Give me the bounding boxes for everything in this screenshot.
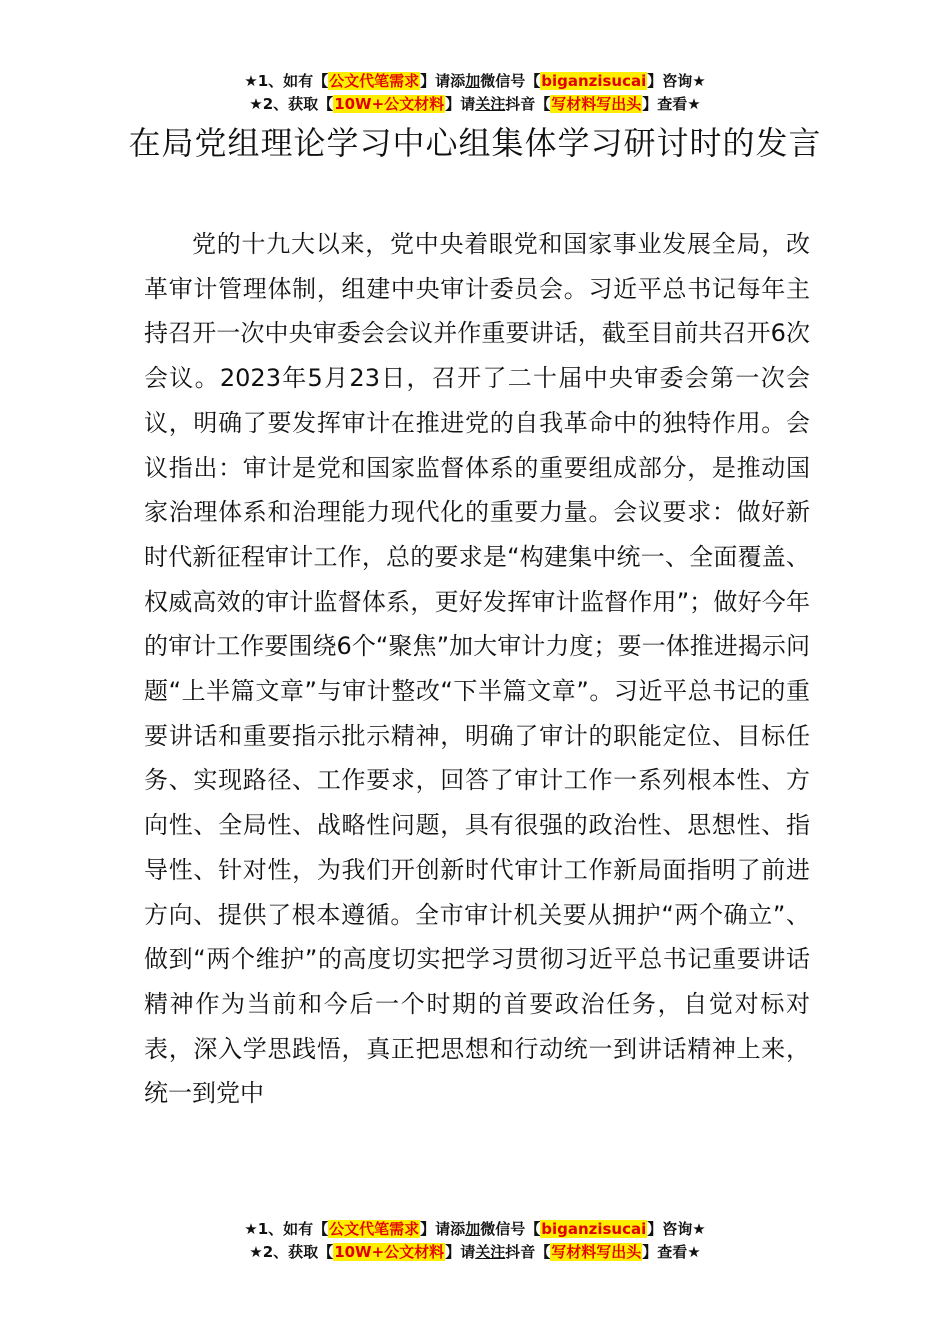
promo-text: 抖音【: [505, 1243, 551, 1261]
promo-text: 】查看★: [642, 1243, 701, 1261]
douyin-account-highlight: 写材料写出头: [551, 1243, 642, 1261]
wechat-id-highlight: biganzisucai: [541, 1220, 647, 1238]
promo-text: 】请添: [420, 72, 466, 90]
document-title: 在局党组理论学习中心组集体学习研讨时的发言: [128, 124, 822, 162]
promo-line-1: [0, 70, 950, 93]
promo-text: 】请: [445, 1243, 476, 1261]
promo-underlined-text: 加: [465, 1220, 481, 1238]
promo-text: 】请添: [420, 1220, 466, 1238]
promo-highlight: 10W+公文材料: [334, 95, 445, 113]
header-promo-banner: [0, 70, 950, 116]
body-paragraph: 党的十九大以来，党中央着眼党和国家事业发展全局，改革审计管理体制，组建中央审计委员会。习近平总书记每年主持召开一次中央审委会会议并作重要讲话，截至目前共召开6次会议。2023年5月23日，召开了二十届中央审委会第一次会议，明确了要发挥审计在推进党的自我革命中的独特作用。会议指出：审计是党和国家监督体系的重要组成部分，是推动国家治理体系和治理能力现代化的重要力量。会议要求：做好新时代新征程审计工作，总的要求是“构建集中统一、全面覆盖、权威高效的审计监督体系，更好发挥审计监督作用”；做好今年的审计工作要围绕6个“聚焦”加大审计力度；要一体推进揭示问题“上半篇文章”与审计整改“下半篇文章”。习近平总书记的重要讲话和重要指示批示精神，明确了审计的职能定位、目标任务、实现路径、工作要求，回答了审计工作一系列根本性、方向性、全局性、战略性问题，具有很强的政治性、思想性、指导性、针对性，为我们开创新时代审计工作新局面指明了前进方向、提供了根本遵循。全市审计机关要从拥护“两个确立”、做到“两个维护”的高度切实把学习贯彻习近平总书记重要讲话精神作为当前和今后一个时期的首要政治任务，自觉对标对表，深入学思践悟，真正把思想和行动统一到讲话精神上来，统一到党中: [144, 230, 810, 1108]
promo-underlined-text: 加: [465, 72, 481, 90]
promo-text: ★2、获取【: [249, 1243, 334, 1261]
promo-text: 微信号【: [480, 1220, 541, 1238]
promo-text: 微信号【: [480, 72, 541, 90]
promo-line-1: [0, 1218, 950, 1241]
promo-text: 】请: [445, 95, 476, 113]
promo-text: ★1、如有【: [244, 72, 329, 90]
promo-underlined-text: 关注: [475, 1243, 506, 1261]
wechat-id-highlight: biganzisucai: [541, 72, 647, 90]
douyin-account-highlight: 写材料写出头: [551, 95, 642, 113]
promo-highlight: 公文代笔需求: [329, 72, 420, 90]
promo-text: 】咨询★: [647, 72, 706, 90]
promo-line-2: [0, 1241, 950, 1264]
promo-text: 抖音【: [505, 95, 551, 113]
footer-promo-banner: [0, 1218, 950, 1264]
promo-text: ★2、获取【: [249, 95, 334, 113]
promo-underlined-text: 关注: [475, 95, 506, 113]
promo-highlight: 公文代笔需求: [329, 1220, 420, 1238]
promo-text: 】咨询★: [647, 1220, 706, 1238]
promo-text: ★1、如有【: [244, 1220, 329, 1238]
promo-highlight: 10W+公文材料: [334, 1243, 445, 1261]
promo-text: 】查看★: [642, 95, 701, 113]
promo-line-2: [0, 93, 950, 116]
